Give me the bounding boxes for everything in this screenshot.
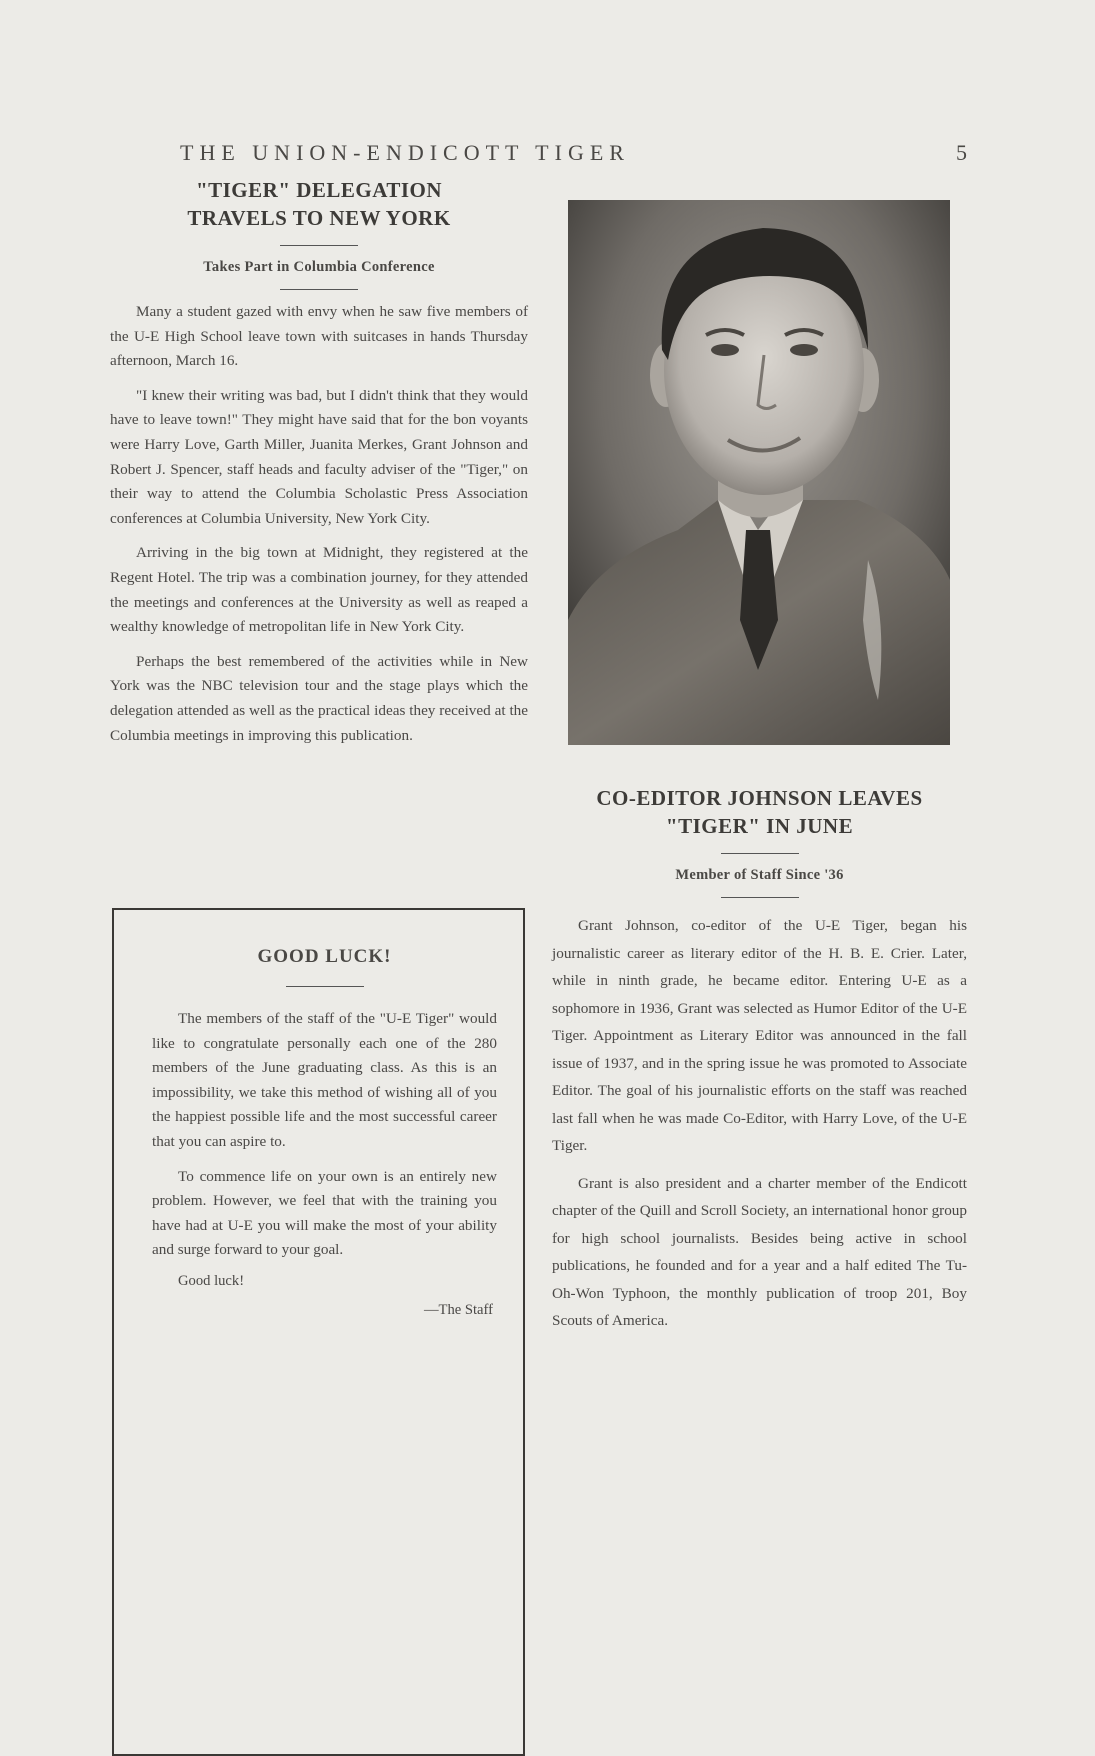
- johnson-article: [552, 784, 967, 1345]
- good-luck-inner: [152, 946, 497, 1319]
- masthead: THE UNION-ENDICOTT TIGER: [180, 140, 630, 165]
- divider: [286, 986, 364, 987]
- johnson-subhead: Member of Staff Since '36: [675, 867, 844, 883]
- staff-signature: —The Staff: [423, 1301, 493, 1318]
- divider: [280, 245, 358, 246]
- delegation-headline: "TIGER" DELEGATION TRAVELS TO NEW YORK: [187, 178, 451, 230]
- johnson-headline: CO-EDITOR JOHNSON LEAVES "TIGER" IN JUNE: [596, 786, 923, 838]
- good-luck-title: GOOD LUCK!: [257, 946, 392, 967]
- johnson-paragraph-1: Grant Johnson, co-editor of the U-E Tiger, began his journalistic career as literary editor of the H. B. E. Crier. Later, while in ninth grade, he became editor. Entering U-E as a sophomore in 1936, Grant was selected as Humor Editor of the U-E Tiger. Appointment as Literary Editor was announced in the fall issue of 1937, and in the spring issue he was promoted to Associate Editor. The goal of his journalistic efforts on the staff was reached last fall when he was made Co-Editor, with Harry Love, of the U-E Tiger.: [552, 917, 967, 1154]
- delegation-paragraph-2: "I knew their writing was bad, but I didn't think that they would have to leave town!" They might have said that for the bon voyants were Harry Love, Garth Miller, Juanita Merkes, Grant Johnson and Robert J. Spencer, staff heads and faculty adviser of the "Tiger," on their way to attend the Columbia Scholastic Press Association conferences at Columbia University, New York City.: [110, 386, 528, 527]
- divider: [721, 897, 799, 898]
- delegation-paragraph-3: Arriving in the big town at Midnight, they registered at the Regent Hotel. The trip was a combination journey, for they attended the meetings and conferences at the University as well as reaped a wealthy knowledge of metropolitan life in New York City.: [110, 544, 528, 636]
- portrait-photo: [568, 200, 950, 745]
- good-luck-closing: Good luck!: [178, 1272, 245, 1289]
- good-luck-paragraph-2: To commence life on your own is an entirely new problem. However, we feel that with the training you have had at U-E you will make the most of your ability and surge forward to your goal.: [152, 1167, 497, 1259]
- delegation-paragraph-1: Many a student gazed with envy when he saw five members of the U-E High School leave town with suitcases in hands Thursday afternoon, March 16.: [110, 303, 528, 370]
- good-luck-box-content: [112, 908, 525, 1363]
- delegation-paragraph-4: Perhaps the best remembered of the activities while in New York was the NBC television tour and the stage plays which the delegation attended as well as the practical ideas they received at the Columbia meetings in improving this publication.: [110, 652, 528, 744]
- delegation-article: [110, 176, 528, 758]
- divider: [721, 853, 799, 854]
- delegation-subhead: Takes Part in Columbia Conference: [203, 259, 435, 275]
- divider: [280, 289, 358, 290]
- page-number: 5: [956, 140, 967, 165]
- good-luck-paragraph-1: The members of the staff of the "U-E Tiger" would like to congratulate personally each one of the 280 members of the June graduating class. As this is an impossibility, we take this method of wishing all of you the happiest possible life and the most successful career that you can aspire to.: [152, 1010, 497, 1150]
- johnson-paragraph-2: Grant is also president and a charter member of the Endicott chapter of the Quill and Scroll Society, an international honor group for high school journalists. Besides being active in school publications, he founded and for a year and a half edited The Tu-Oh-Won Typhoon, the monthly publication of troop 201, Boy Scouts of America.: [552, 1174, 967, 1329]
- portrait-illustration: [568, 200, 950, 745]
